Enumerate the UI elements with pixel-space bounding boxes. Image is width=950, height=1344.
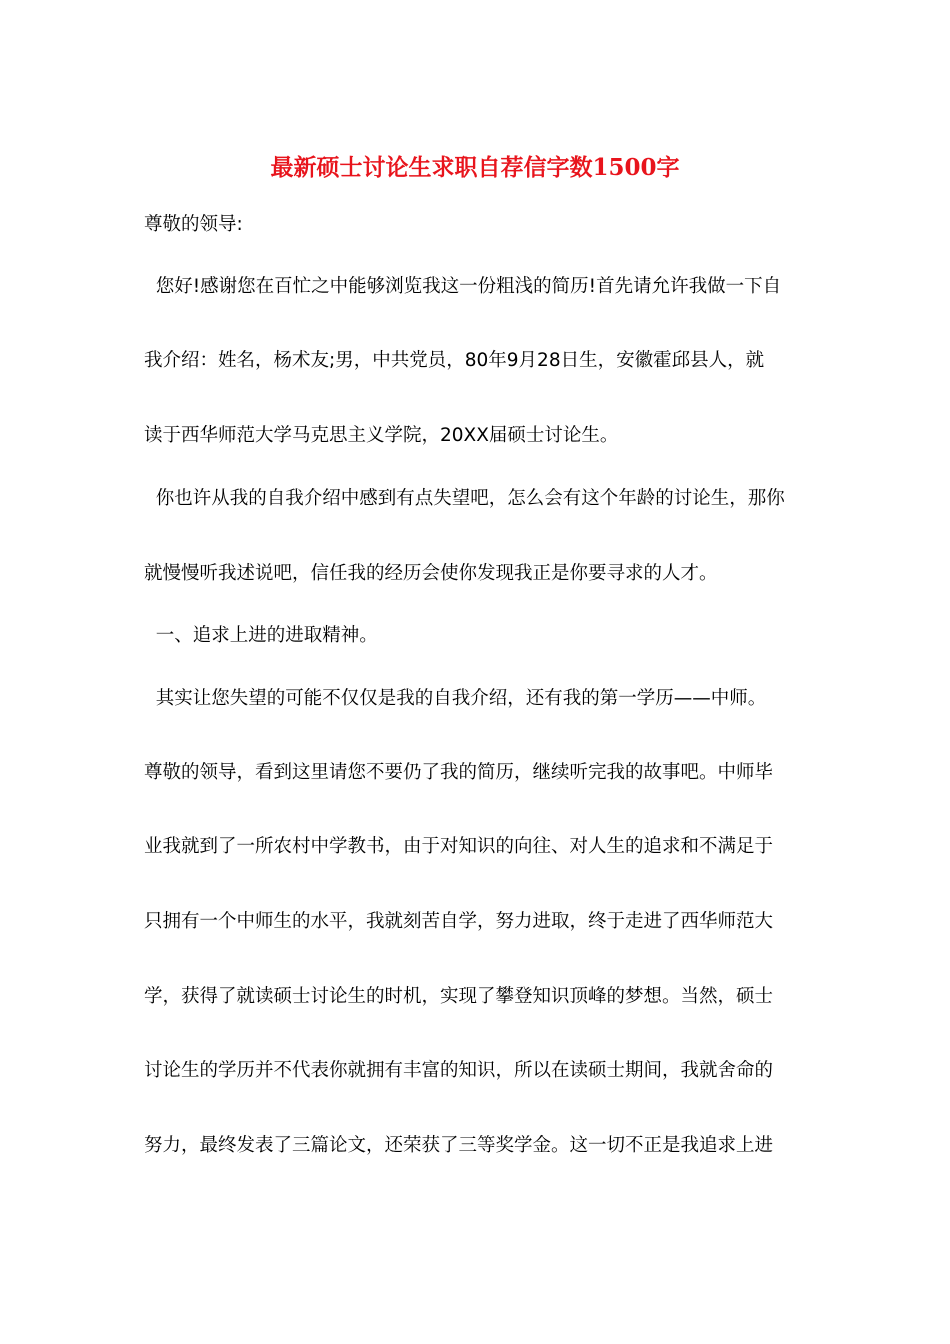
paragraph-line: 尊敬的领导，看到这里请您不要仍了我的简历，继续听完我的故事吧。中师毕 [144, 762, 774, 783]
paragraph-line: 努力，最终发表了三篇论文，还荣获了三等奖学金。这一切不正是我追求上进 [144, 1135, 774, 1156]
salutation: 尊敬的领导: [144, 214, 243, 235]
paragraph-line: 你也许从我的自我介绍中感到有点失望吧，怎么会有这个年龄的讨论生，那你 [144, 488, 785, 509]
section-heading: 一、追求上进的进取精神。 [144, 625, 378, 646]
paragraph-line: 就慢慢听我述说吧，信任我的经历会使你发现我正是你要寻求的人才。 [144, 563, 718, 584]
paragraph-line: 学，获得了就读硕士讨论生的时机，实现了攀登知识顶峰的梦想。当然，硕士 [144, 986, 774, 1007]
paragraph-line: 我介绍：姓名，杨术友;男，中共党员，80年9月28日生，安徽霍邱县人，就 [144, 350, 765, 371]
document-title: 最新硕士讨论生求职自荐信字数1500字 [270, 154, 680, 181]
paragraph-line: 其实让您失望的可能不仅仅是我的自我介绍，还有我的第一学历——中师。 [144, 688, 767, 709]
paragraph-line: 只拥有一个中师生的水平，我就刻苦自学，努力进取，终于走进了西华师范大 [144, 911, 774, 932]
paragraph-line: 读于西华师范大学马克思主义学院，20XX届硕士讨论生。 [144, 425, 619, 446]
paragraph-line: 讨论生的学历并不代表你就拥有丰富的知识，所以在读硕士期间，我就舍命的 [144, 1060, 774, 1081]
paragraph-line: 您好!感谢您在百忙之中能够浏览我这一份粗浅的简历!首先请允许我做一下自 [144, 276, 782, 297]
paragraph-line: 业我就到了一所农村中学教书，由于对知识的向往、对人生的追求和不满足于 [144, 836, 774, 857]
